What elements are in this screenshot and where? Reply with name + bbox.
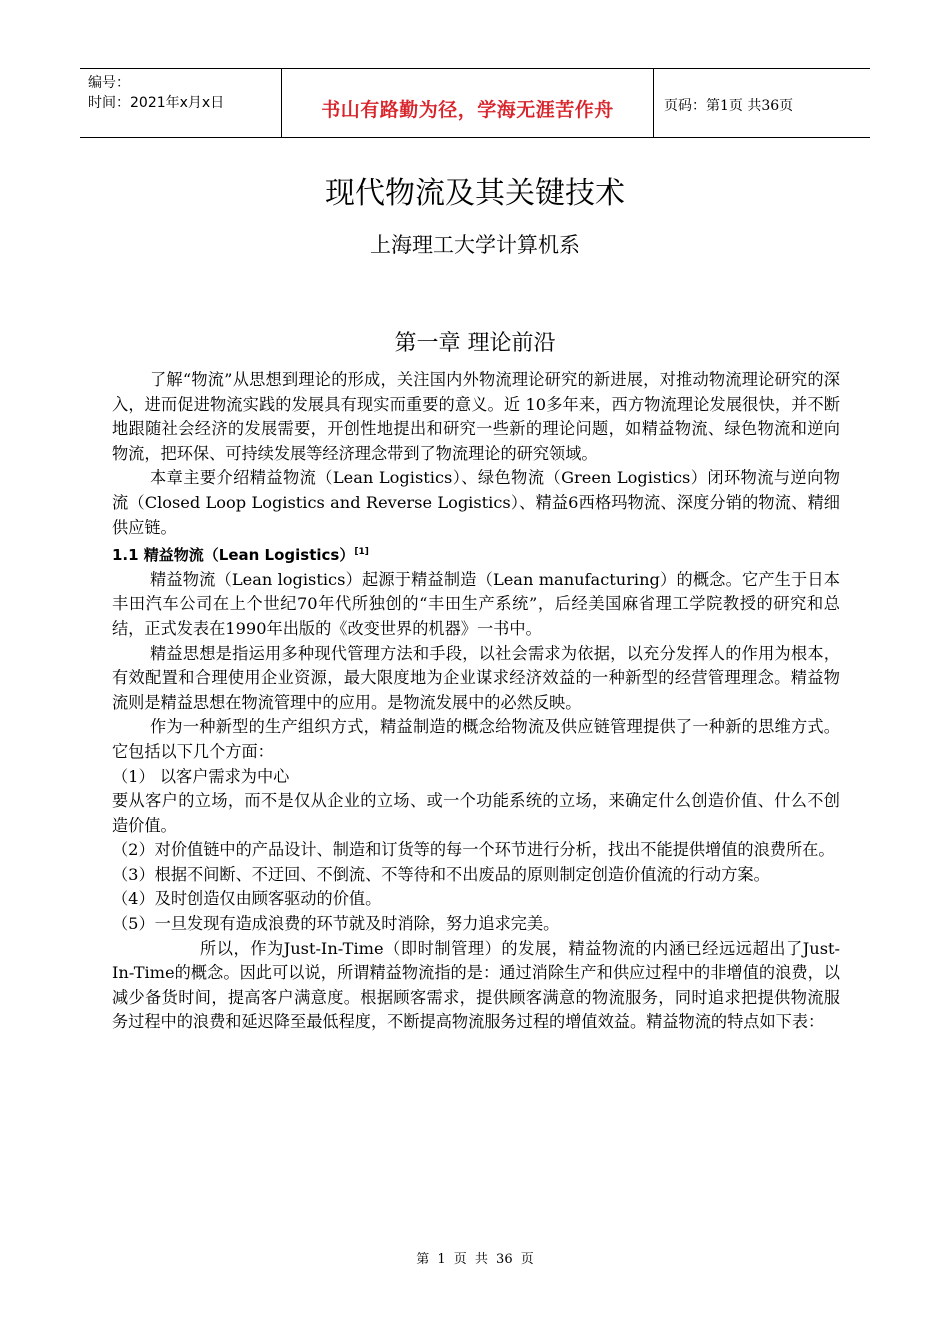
section-heading	[112, 540, 840, 568]
document-subtitle: 上海理工大学计算机系	[370, 233, 580, 257]
body-text	[112, 368, 840, 1035]
page-footer: 第 1 页 共 36 页	[416, 1252, 534, 1267]
list-item: （3）根据不间断、不迂回、不倒流、不等待和不出废品的原则制定创造价值流的行动方案。	[112, 864, 770, 884]
header-motto-cell	[282, 69, 654, 137]
number-label: 编号：	[88, 75, 130, 91]
paragraph: 精益思想是指运用多种现代管理方法和手段，以社会需求为依据，以充分发挥人的作用为根本，有效配置和合理使用企业资源，最大限度地为企业谋求经济效益的一种新型的经营管理理念。精益物流则是精益思想在物流管理中的应用。是物流发展中的必然反映。	[112, 643, 840, 712]
time-label: 时间：2021年x月x日	[88, 95, 225, 111]
paragraph: 作为一种新型的生产组织方式，精益制造的概念给物流及供应链管理提供了一种新的思维方式。它包括以下几个方面：	[112, 717, 840, 761]
header-meta	[80, 69, 282, 137]
page-info: 页码：第1页 共36页	[664, 98, 794, 114]
list-item: （1） 以客户需求为中心	[112, 766, 290, 786]
paragraph: 了解“物流”从思想到理论的形成，关注国内外物流理论研究的新进展，对推动物流理论研究的深入，进而促进物流实践的发展具有现实而重要的意义。近 10多年来，西方物流理论发展很快，并不断地跟随社会经济的发展需要，开创性地提出和研究一些新的理论问题，如精益物流、绿色物流和逆向物流，把环保、可持续发展等经济理念带到了物流理论的研究领域。	[112, 370, 840, 463]
section-heading-text: 1.1 精益物流（Lean Logistics）	[112, 546, 355, 565]
paragraph: 本章主要介绍精益物流（Lean Logistics）、绿色物流（Green Logistics）闭环物流与逆向物流（Closed Loop Logistics and Reverse Logistics）、精益6西格玛物流、深度分销的物流、精细供应链。	[112, 468, 840, 537]
document-title: 现代物流及其关键技术	[325, 176, 625, 211]
paragraph: 所以，作为Just-In-Time（即时制管理）的发展，精益物流的内涵已经远远超出了Just-In-Time的概念。因此可以说，所谓精益物流指的是：通过消除生产和供应过程中的非增值的浪费，以减少备货时间，提高客户满意度。根据顾客需求，提供顾客满意的物流服务，同时追求把提供物流服务过程中的浪费和延迟降至最低程度，不断提高物流服务过程的增值效益。精益物流的特点如下表：	[112, 938, 840, 1032]
list-item: （5）一旦发现有造成浪费的环节就及时消除，努力追求完美。	[112, 914, 560, 934]
list-item: （2）对价值链中的产品设计、制造和订货等的每一个环节进行分析，找出不能提供增值的浪费所在。	[112, 840, 835, 860]
paragraph: 精益物流（Lean logistics）起源于精益制造（Lean manufacturing）的概念。它产生于日本丰田汽车公司在上个世纪70年代所独创的“丰田生产系统”，后经美国麻省理工学院教授的研究和总结，正式发表在1990年出版的《改变世界的机器》一书中。	[112, 569, 840, 638]
list-item: （4）及时创造仅由顾客驱动的价值。	[112, 889, 382, 909]
chapter-heading: 第一章 理论前沿	[394, 331, 556, 356]
citation-marker: [1]	[354, 547, 369, 558]
motto: 书山有路勤为径，学海无涯苦作舟	[321, 99, 614, 121]
page-header	[80, 68, 870, 138]
paragraph: 要从客户的立场，而不是仅从企业的立场、或一个功能系统的立场，来确定什么创造价值、什么不创造价值。	[112, 791, 840, 835]
